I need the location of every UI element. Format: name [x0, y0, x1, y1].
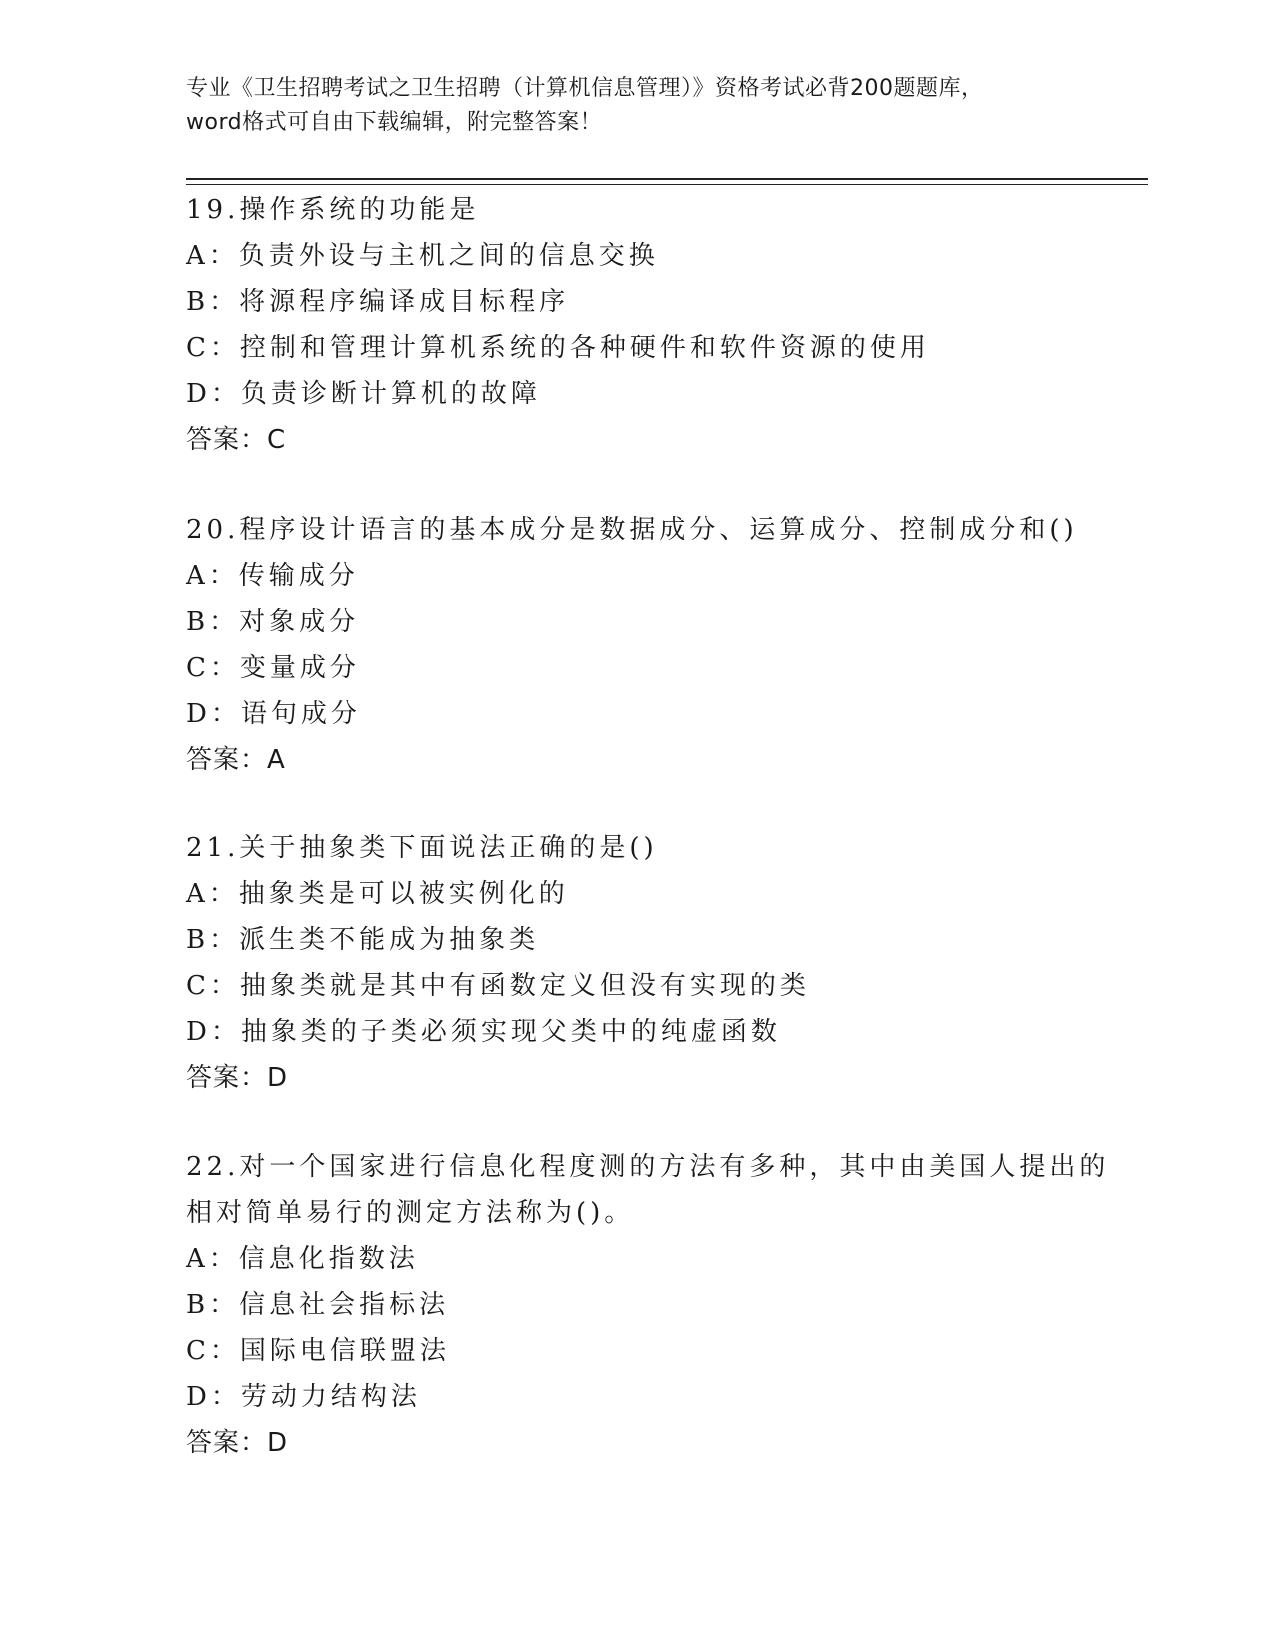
option-d: D：劳动力结构法	[186, 1382, 421, 1412]
header-line-1: 专业《卫生招聘考试之卫生招聘（计算机信息管理）》资格考试必背200题题库，	[186, 76, 984, 101]
option-d: D：负责诊断计算机的故障	[186, 379, 541, 409]
question-22	[186, 1144, 1146, 1466]
option-a: A：抽象类是可以被实例化的	[186, 879, 569, 909]
question-21	[186, 825, 1146, 1101]
answer: 答案：A	[186, 745, 286, 775]
question-20	[186, 507, 1146, 783]
header-divider	[186, 178, 1148, 185]
option-b: B：将源程序编译成目标程序	[186, 287, 570, 317]
option-a: A：负责外设与主机之间的信息交换	[186, 241, 659, 271]
option-b: B：派生类不能成为抽象类	[186, 925, 540, 955]
option-b: B：信息社会指标法	[186, 1290, 450, 1320]
option-c: C：国际电信联盟法	[186, 1336, 450, 1366]
answer: 答案：D	[186, 1428, 289, 1458]
question-stem-continued: 相对简单易行的测定方法称为()。	[186, 1198, 635, 1228]
option-c: C：控制和管理计算机系统的各种硬件和软件资源的使用	[186, 333, 930, 363]
option-d: D：抽象类的子类必须实现父类中的纯虚函数	[186, 1017, 781, 1047]
answer: 答案：C	[186, 425, 287, 455]
question-stem: 19.操作系统的功能是	[186, 195, 480, 225]
question-19	[186, 187, 1146, 463]
header-line-2: word格式可自由下载编辑，附完整答案！	[186, 110, 603, 135]
option-a: A：传输成分	[186, 561, 359, 591]
question-stem: 20.程序设计语言的基本成分是数据成分、运算成分、控制成分和()	[186, 515, 1078, 545]
option-d: D：语句成分	[186, 699, 361, 729]
option-b: B：对象成分	[186, 607, 360, 637]
answer: 答案：D	[186, 1063, 289, 1093]
option-c: C：变量成分	[186, 653, 360, 683]
question-stem: 21.关于抽象类下面说法正确的是()	[186, 833, 658, 863]
option-a: A：信息化指数法	[186, 1244, 419, 1274]
question-stem: 22.对一个国家进行信息化程度测的方法有多种，其中由美国人提出的	[186, 1152, 1110, 1182]
document-header	[186, 72, 1086, 140]
option-c: C：抽象类就是其中有函数定义但没有实现的类	[186, 971, 810, 1001]
